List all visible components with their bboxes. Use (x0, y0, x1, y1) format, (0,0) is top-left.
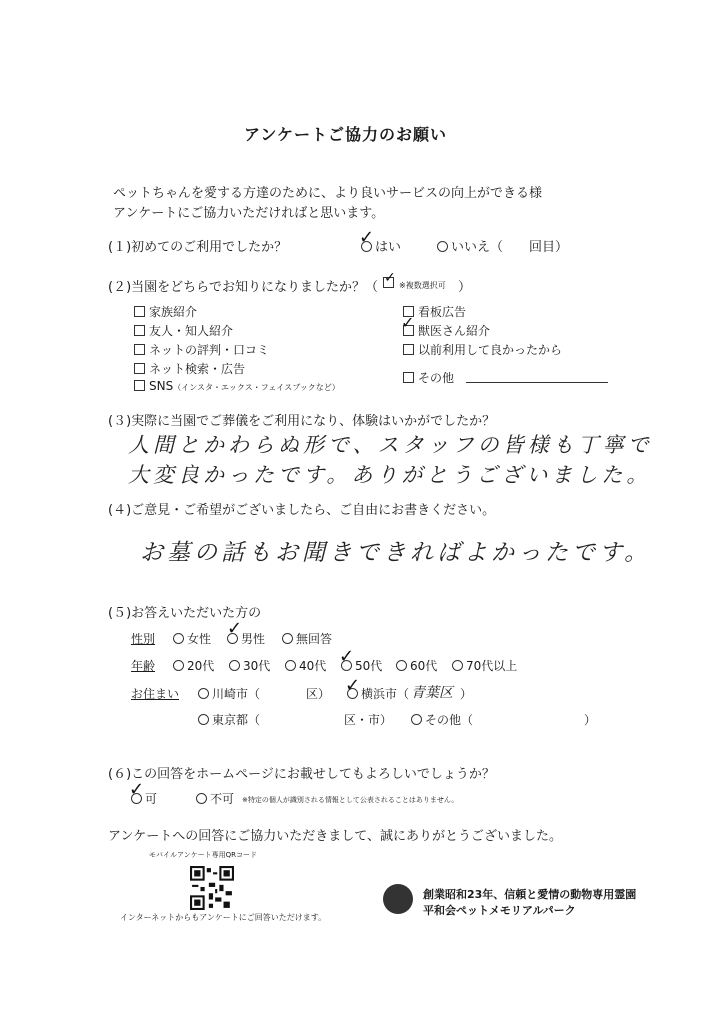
q5-label: (５)お答えいただいた方の (108, 606, 262, 621)
checkbox-icon (134, 344, 145, 355)
q4-answer: お墓の話もお聞きできればよかったです。 (140, 540, 652, 566)
radio-circle-icon (396, 660, 407, 671)
q2-multi-note: ※複数選択可 (399, 281, 446, 290)
radio-circle-icon (282, 633, 293, 644)
age-60s-option[interactable]: 60代 (396, 657, 437, 674)
q2-option-net-review[interactable]: ネットの評判・口コミ (134, 341, 269, 358)
q3-answer-line-2: 大変良かったです。ありがとうございました。 (128, 463, 652, 487)
address-tokyo-ku-shi: 区・市） (344, 713, 393, 727)
gender-none-option[interactable]: 無回答 (282, 630, 332, 647)
q2-option-signboard[interactable]: 看板広告 (403, 303, 466, 320)
radio-circle-icon (437, 241, 448, 252)
intro-line-1: ペットちゃんを愛する方達のために、より良いサービスの向上ができる様 (113, 186, 543, 201)
company-logo (383, 884, 413, 914)
radio-circle-icon (411, 714, 422, 725)
address-kawasaki-option[interactable]: 川崎市（ (198, 685, 260, 702)
checkbox-icon (134, 380, 145, 391)
handwritten-check-icon: ✓ (227, 618, 243, 639)
gender-female-option[interactable]: 女性 (173, 630, 211, 647)
radio-circle-icon (198, 714, 209, 725)
q6-label: (６)この回答をホームページにお載せしてもよろしいでしょうか？ (108, 767, 495, 782)
radio-circle-icon (452, 660, 463, 671)
age-50s-option[interactable]: 50代 (341, 657, 382, 674)
gender-male-option[interactable]: 男性 (227, 630, 265, 647)
handwritten-check-icon: ✓ (339, 646, 355, 667)
checkbox-icon (134, 306, 145, 317)
q2-other-line (466, 382, 608, 383)
address-label: お住まい (131, 687, 180, 701)
checkbox-icon (403, 372, 414, 383)
q2-option-friend[interactable]: 友人・知人紹介 (134, 322, 233, 339)
qr-note: インターネットからもアンケートにご回答いただけます。 (120, 913, 327, 922)
q6-no-option[interactable]: 不可 (196, 790, 234, 807)
address-other-close: ） (584, 713, 597, 727)
age-40s-option[interactable]: 40代 (285, 657, 326, 674)
company-name: 平和会ペットメモリアルパーク (423, 904, 576, 917)
check-icon: ✓ (384, 270, 396, 286)
checkbox-icon (134, 363, 145, 374)
address-other-option[interactable]: その他（ (411, 711, 473, 728)
radio-circle-icon (196, 793, 207, 804)
radio-circle-icon (173, 660, 184, 671)
address-yokohama-close: ） (460, 687, 473, 701)
address-yokohama-option[interactable]: 横浜市（ (347, 685, 409, 702)
q2-option-family[interactable]: 家族紹介 (134, 303, 197, 320)
address-tokyo-option[interactable]: 東京都（ (198, 711, 260, 728)
radio-circle-icon (173, 633, 184, 644)
qr-code-icon[interactable] (190, 866, 234, 910)
q6-privacy-note: ※特定の個人が識別される情報として公表されることはありません。 (242, 796, 459, 804)
q2-option-previous[interactable]: 以前利用して良かったから (403, 341, 562, 358)
yokohama-ward-handwritten: 青葉区 (411, 685, 453, 701)
radio-circle-icon (285, 660, 296, 671)
handwritten-check-icon: ✓ (401, 313, 415, 332)
q2-option-other[interactable]: その他 (403, 369, 454, 386)
radio-circle-icon (198, 688, 209, 699)
checkbox-icon (403, 344, 414, 355)
q2-option-net-search[interactable]: ネット検索・広告 (134, 360, 245, 377)
q6-yes-option[interactable]: 可 (131, 790, 157, 807)
age-20s-option[interactable]: 20代 (173, 657, 214, 674)
radio-circle-icon (229, 660, 240, 671)
address-kawasaki-ku: 区） (306, 687, 331, 701)
age-label: 年齢 (131, 659, 156, 673)
handwritten-check-icon: ✓ (359, 227, 375, 248)
intro-line-2: アンケートにご協力いただければと思います。 (113, 206, 385, 221)
q2-label: (２)当園をどちらでお知りになりましたか？（ (108, 280, 379, 295)
thanks-message: アンケートへの回答にご協力いただきまして、誠にありがとうございました。 (108, 829, 562, 844)
q3-answer-line-1: 人間とかわらぬ形で、スタッフの皆様も丁寧で (128, 433, 653, 457)
age-70s-option[interactable]: 70代以上 (452, 657, 517, 674)
q2-close-paren: ） (458, 280, 472, 295)
handwritten-check-icon: ✓ (345, 675, 361, 696)
q1-count-label: 回目） (529, 240, 569, 255)
q4-label: (４)ご意見・ご希望がございましたら、ご自由にお書きください。 (108, 503, 496, 518)
q1-yes-option[interactable]: はい (361, 236, 401, 255)
q2-option-vet[interactable]: 獣医さん紹介 (403, 322, 490, 339)
qr-caption: モバイルアンケート専用QRコード (149, 851, 257, 859)
checkbox-icon (134, 325, 145, 336)
q3-label: (３)実際に当園でご葬儀をご利用になり、体験はいかがでしたか？ (108, 414, 496, 429)
handwritten-check-icon: ✓ (129, 779, 145, 800)
q1-label: (１)初めてのご利用でしたか？ (108, 240, 288, 255)
q1-no-option[interactable]: いいえ（ (437, 236, 503, 255)
gender-label: 性別 (131, 632, 156, 646)
page-title: アンケートご協力のお願い (244, 125, 448, 144)
age-30s-option[interactable]: 30代 (229, 657, 270, 674)
company-tagline: 創業昭和23年、信頼と愛情の動物専用霊園 (423, 888, 637, 901)
q2-option-sns[interactable]: SNS（インスタ・エックス・フェイスブックなど） (134, 379, 340, 393)
